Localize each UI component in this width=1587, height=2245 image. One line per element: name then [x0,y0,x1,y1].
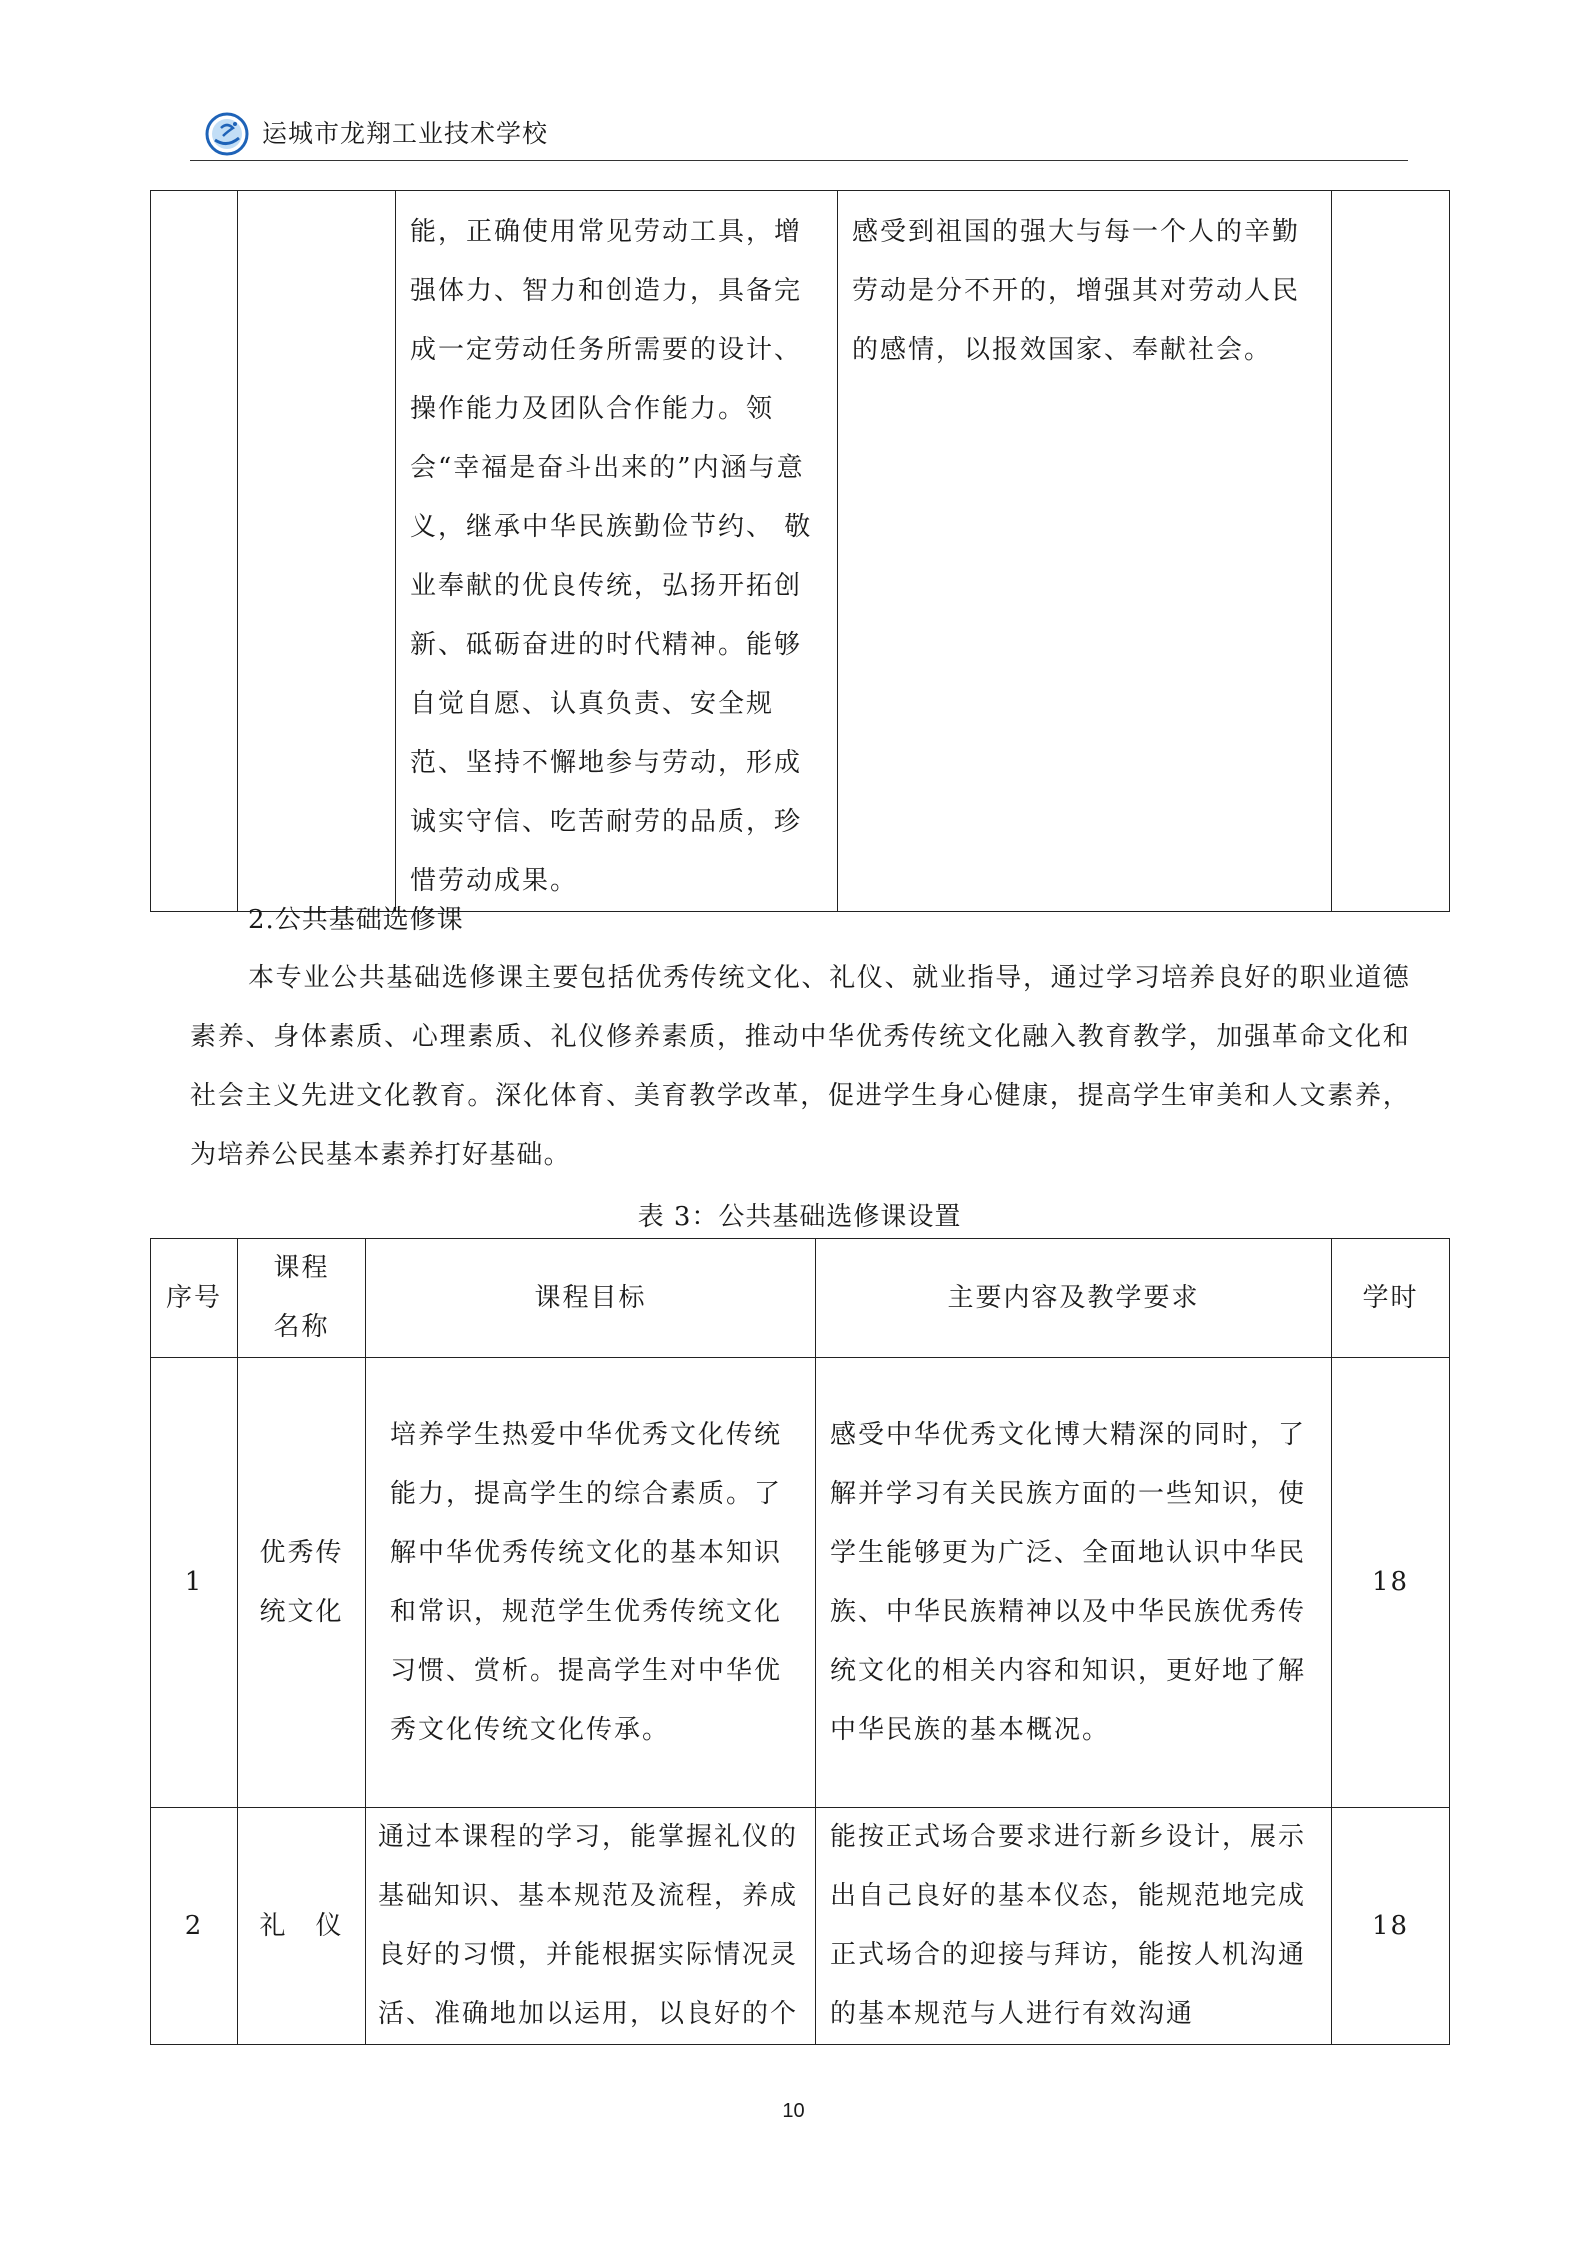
cell-course-goal [396,191,838,912]
header-divider [190,160,1408,161]
header-no: 序号 [151,1239,238,1358]
course-content-text: 感受中华优秀文化博大精深的同时，了解并学习有关民族方面的一些知识，使学生能够更为广泛、全面地认识中华民族、中华民族精神以及中华民族优秀传统文化的相关内容和知识，更好地了解中华民族的基本概况。 [830,1419,1307,1745]
course-content-text: 能按正式场合要求进行新乡设计，展示出自己良好的基本仪态，能规范地完成正式场合的迎接与拜访，能按人机沟通的基本规范与人进行有效沟通 [830,1822,1307,2029]
header-hours: 学时 [1332,1239,1450,1358]
course-goal-text: 通过本课程的学习，能掌握礼仪的基础知识、基本规范及流程，养成良好的习惯，并能根据实际情况灵活、准确地加以运用，以良好的个 [378,1822,799,2029]
row-course-name: 礼 仪 [238,1808,366,2045]
row-course-content [816,1808,1332,2045]
table-row [151,1808,1450,2045]
row-course-goal [366,1808,816,2045]
cell-name-empty [238,191,396,912]
course-goal-text: 培养学生热爱中华优秀文化传统能力，提高学生的综合素质。了解中华优秀传统文化的基本知识和常识，规范学生优秀传统文化习惯、赏析。提高学生对中华优秀文化传统文化传承。 [390,1419,783,1745]
row-course-goal [366,1358,816,1808]
table-caption: 表 3：公共基础选修课设置 [637,1202,962,1232]
row-course-content [816,1358,1332,1808]
section-title: 2.公共基础选修课 [248,905,464,935]
header-course-name-line2: 名称 [273,1312,330,1342]
course-goal-text: 能，正确使用常见劳动工具，增强体力、智力和创造力，具备完成一定劳动任务所需要的设计、操作能力及团队合作能力。领会“幸福是奋斗出来的”内涵与意义，继承中华民族勤俭节约、 敬业奉献的优良传统，弘扬开拓创新、砥砺奋进的时代精神。能够自觉自愿、认真负责、安全规范、坚持不懈地参与劳动，形成诚实守信、吃苦耐劳的品质，珍惜劳动成果。 [410,217,813,896]
table-1-continuation [150,190,1450,912]
course-name-line1: 优秀传 [259,1537,344,1568]
table-header-row [151,1239,1450,1358]
row-no: 2 [151,1808,238,2045]
elective-courses-table [150,1238,1450,2045]
header-course-name [238,1239,366,1358]
cell-hours-empty [1332,191,1450,912]
row-no: 1 [151,1358,238,1808]
row-hours: 18 [1332,1358,1450,1808]
section-paragraph: 本专业公共基础选修课主要包括优秀传统文化、礼仪、就业指导，通过学习培养良好的职业道德素养、身体素质、心理素质、礼仪修养素质，推动中华优秀传统文化融入教育教学，加强革命文化和社会主义先进文化教育。深化体育、美育教学改革，促进学生身心健康，提高学生审美和人文素养，为培养公民基本素养打好基础。 [190,963,1410,1170]
row-hours: 18 [1332,1808,1450,2045]
cell-no-empty [151,191,238,912]
table-row [151,1358,1450,1808]
header-goal: 课程目标 [366,1239,816,1358]
table-row [151,191,1450,912]
row-course-name [238,1358,366,1808]
course-name-line2: 统文化 [259,1596,344,1627]
cell-course-content [838,191,1332,912]
header-content: 主要内容及教学要求 [816,1239,1332,1358]
school-name: 运城市龙翔工业技术学校 [262,119,549,148]
school-logo-icon [205,112,249,156]
course-content-text: 感受到祖国的强大与每一个人的辛勤劳动是分不开的，增强其对劳动人民的感情，以报效国家、奉献社会。 [852,217,1301,365]
header-course-name-line1: 课程 [273,1253,330,1283]
page-number: 10 [782,2100,805,2122]
